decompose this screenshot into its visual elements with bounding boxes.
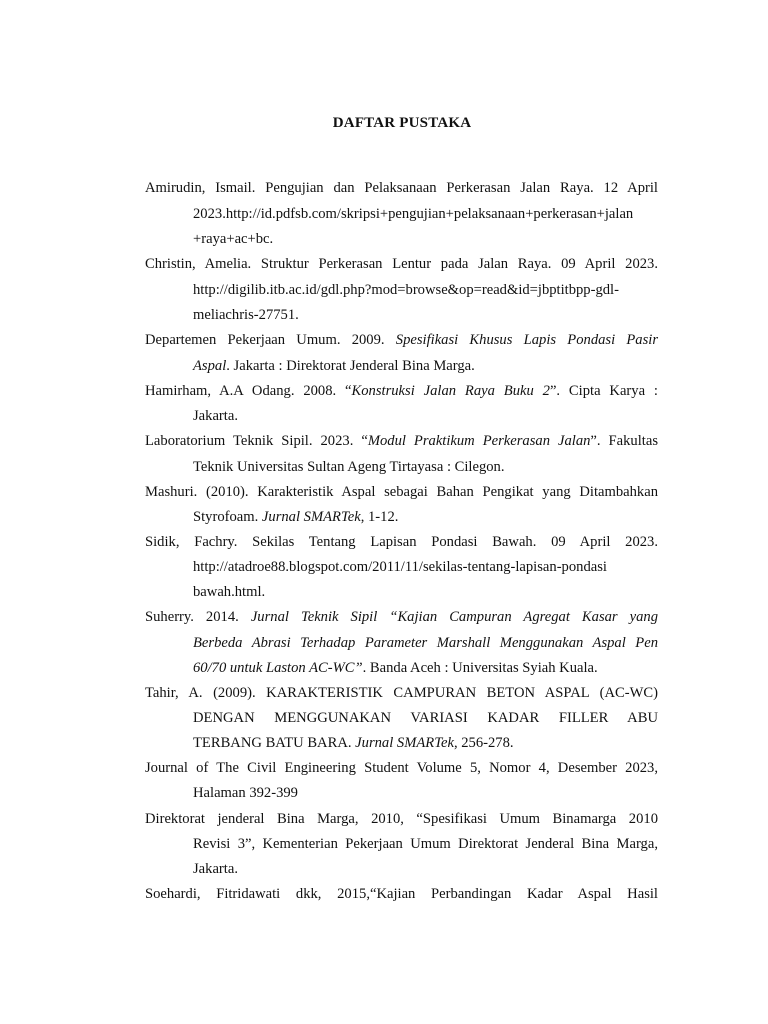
reference-line: [193, 356, 658, 376]
reference-line: Mashuri. (2010). Karakteristik Aspal sebagai Bahan Pengikat yang Ditambahkan: [145, 484, 658, 500]
reference-line: Sidik, Fachry. Sekilas Tentang Lapisan Pondasi Bawah. 09 April 2023.: [145, 534, 658, 550]
reference-italic-text: Jurnal SMARTek: [261, 509, 361, 525]
reference-text: ”. Cipta Karya :: [549, 383, 658, 399]
reference-line: Jakarta.: [193, 408, 238, 424]
reference-line: 2023.http://id.pdfsb.com/skripsi+pengujian+pelaksanaan+perkerasan+jalan: [193, 206, 634, 222]
reference-line: Tahir, A. (2009). KARAKTERISTIK CAMPURAN BETON ASPAL (AC-WC): [145, 685, 658, 701]
reference-italic-text: Spesifikasi Khusus Lapis Pondasi Pasir: [395, 332, 658, 348]
reference-line: [193, 507, 658, 527]
reference-italic-text: 60/70 untuk Laston AC-WC”: [193, 660, 363, 676]
reference-line: Journal of The Civil Engineering Student Volume 5, Nomor 4, Desember 2023,: [145, 760, 658, 776]
reference-text: , 256-278.: [453, 735, 514, 751]
reference-line: Jakarta.: [193, 861, 238, 877]
reference-line: meliachris-27751.: [193, 307, 299, 323]
reference-italic-text: Aspal: [193, 358, 227, 374]
reference-line: [145, 607, 658, 627]
reference-text: Laboratorium Teknik Sipil. 2023. “: [145, 433, 368, 449]
reference-line: bawah.html.: [193, 584, 266, 600]
reference-text: Styrofoam.: [193, 509, 262, 525]
reference-italic-text: Modul Praktikum Perkerasan Jalan: [367, 433, 591, 449]
reference-line: [145, 381, 658, 401]
reference-text: Departemen Pekerjaan Umum. 2009.: [145, 332, 396, 348]
reference-text: . Jakarta : Direktorat Jenderal Bina Marga.: [226, 358, 475, 374]
reference-line: Revisi 3”, Kementerian Pekerjaan Umum Direktorat Jenderal Bina Marga,: [193, 836, 658, 852]
reference-line: [145, 330, 658, 350]
reference-italic-text: Konstruksi Jalan Raya Buku 2: [351, 383, 550, 399]
reference-line: Amirudin, Ismail. Pengujian dan Pelaksanaan Perkerasan Jalan Raya. 12 April: [145, 180, 658, 196]
reference-text: . Banda Aceh : Universitas Syiah Kuala.: [362, 660, 598, 676]
reference-text: Suherry. 2014.: [145, 609, 251, 625]
reference-line: Teknik Universitas Sultan Ageng Tirtayasa : Cilegon.: [193, 459, 505, 475]
reference-line: http://atadroe88.blogspot.com/2011/11/sekilas-tentang-lapisan-pondasi: [193, 559, 607, 575]
reference-text: , 1-12.: [360, 509, 399, 525]
page-title: DAFTAR PUSTAKA: [332, 115, 472, 131]
reference-text: TERBANG BATU BARA.: [193, 735, 356, 751]
reference-italic-text: Jurnal Teknik Sipil “Kajian Campuran Agregat Kasar yang: [250, 609, 658, 625]
reference-line: [193, 658, 658, 678]
reference-line: [145, 431, 658, 451]
reference-italic-text: Berbeda Abrasi Terhadap Parameter Marshall Menggunakan Aspal Pen: [193, 635, 658, 651]
reference-line: [193, 633, 658, 653]
reference-text: Hamirham, A.A Odang. 2008. “: [145, 383, 352, 399]
reference-line: [193, 733, 658, 753]
reference-line: DENGAN MENGGUNAKAN VARIASI KADAR FILLER ABU: [193, 710, 658, 726]
reference-line: http://digilib.itb.ac.id/gdl.php?mod=browse&op=read&id=jbptitbpp-gdl-: [193, 282, 619, 298]
reference-line: +raya+ac+bc.: [193, 231, 274, 247]
reference-line: Soehardi, Fitridawati dkk, 2015,“Kajian Perbandingan Kadar Aspal Hasil: [145, 886, 658, 902]
reference-line: Direktorat jenderal Bina Marga, 2010, “Spesifikasi Umum Binamarga 2010: [145, 811, 658, 827]
reference-line: Halaman 392-399: [193, 785, 298, 801]
reference-text: ”. Fakultas: [590, 433, 658, 449]
reference-italic-text: Jurnal SMARTek: [355, 735, 454, 751]
reference-line: Christin, Amelia. Struktur Perkerasan Lentur pada Jalan Raya. 09 April 2023.: [145, 256, 658, 272]
